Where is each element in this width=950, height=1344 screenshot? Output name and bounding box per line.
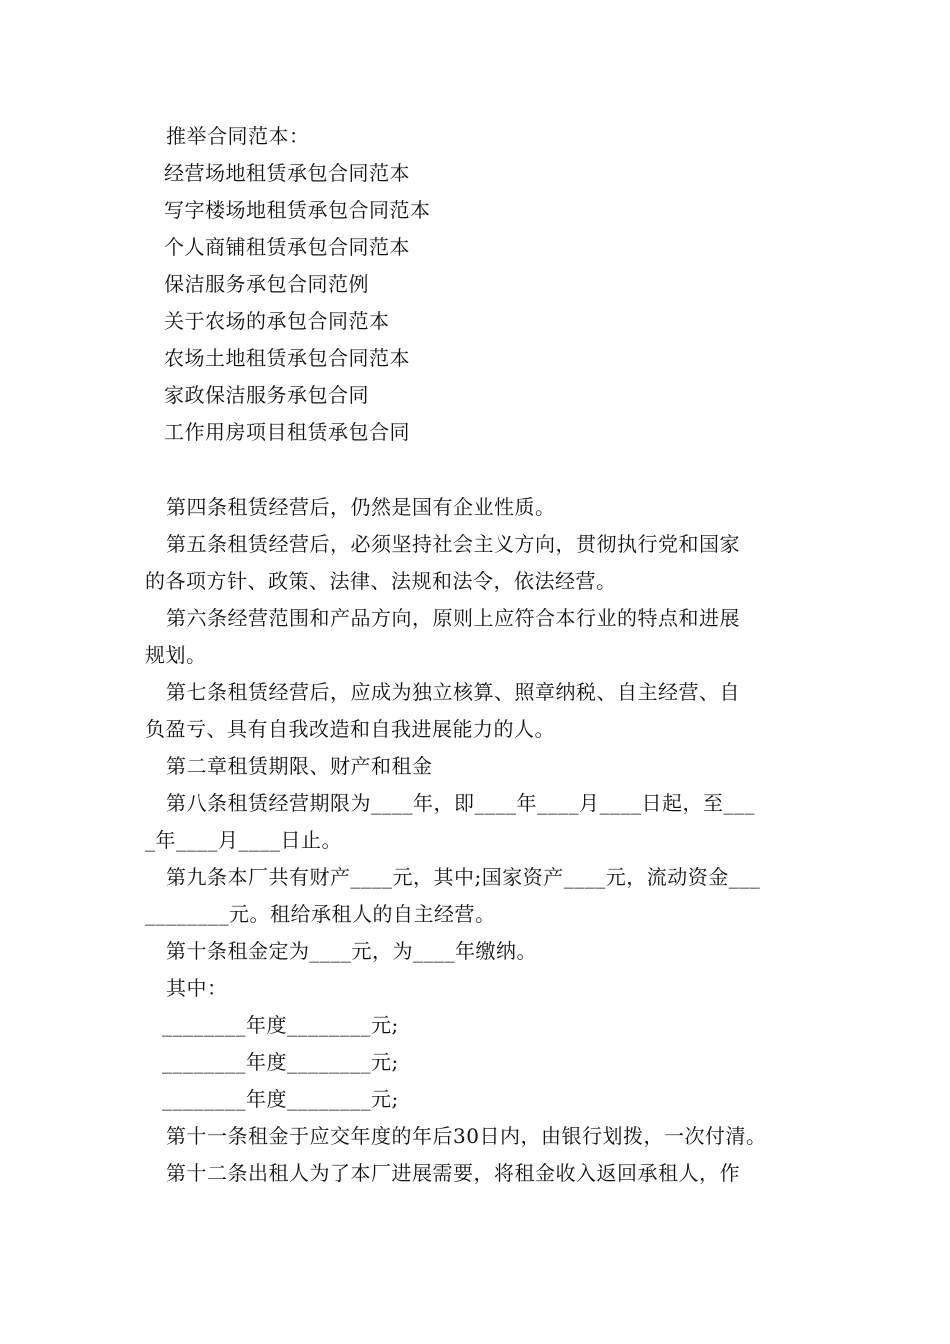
article-10-line: 第十条租金定为____元，为____年缴纳。 xyxy=(166,939,537,963)
article-7-line-2: 负盈亏、具有自我改造和自我进展能力的人。 xyxy=(145,717,555,741)
recommend-link-3[interactable]: 个人商铺租赁承包合同范本 xyxy=(164,235,410,259)
recommend-link-2[interactable]: 写字楼场地租赁承包合同范本 xyxy=(164,198,431,222)
article-5-line-2: 的各项方针、政策、法律、法规和法令，依法经营。 xyxy=(145,569,617,593)
article-5-line-1: 第五条租赁经营后，必须坚持社会主义方向，贯彻执行党和国家 xyxy=(166,532,740,556)
rent-year-line-2: ________年度________元; xyxy=(162,1050,399,1074)
article-8-line-1: 第八条租赁经营期限为____年，即____年____月____日起，至___ xyxy=(166,791,755,815)
article-12-line-1: 第十二条出租人为了本厂进展需要，将租金收入返回承租人，作 xyxy=(166,1161,740,1185)
article-7-line-1: 第七条租赁经营后，应成为独立核算、照章纳税、自主经营、自 xyxy=(166,680,740,704)
article-4-line: 第四条租赁经营后，仍然是国有企业性质。 xyxy=(166,495,556,519)
recommend-heading: 推举合同范本： xyxy=(166,124,310,148)
recommend-link-6[interactable]: 农场土地租赁承包合同范本 xyxy=(164,346,410,370)
article-9-line-2: ________元。租给承租人的自主经营。 xyxy=(145,902,496,926)
article-6-line-1: 第六条经营范围和产品方向，原则上应符合本行业的特点和进展 xyxy=(166,606,740,630)
recommend-link-1[interactable]: 经营场地租赁承包合同范本 xyxy=(164,161,410,185)
article-6-line-2: 规划。 xyxy=(145,643,207,667)
article-9-line-1: 第九条本厂共有财产____元，其中;国家资产____元，流动资金___ xyxy=(166,865,761,889)
chapter-2-heading: 第二章租赁期限、财产和租金 xyxy=(166,754,433,778)
recommend-link-8[interactable]: 工作用房项目租赁承包合同 xyxy=(164,420,410,444)
recommend-link-7[interactable]: 家政保洁服务承包合同 xyxy=(164,383,369,407)
rent-breakdown-heading: 其中： xyxy=(166,976,228,1000)
rent-year-line-1: ________年度________元; xyxy=(162,1013,399,1037)
rent-year-line-3: ________年度________元; xyxy=(162,1087,399,1111)
article-11-line: 第十一条租金于应交年度的年后30日内，由银行划拨，一次付清。 xyxy=(166,1124,767,1148)
article-8-line-2: _年____月____日止。 xyxy=(145,828,342,852)
recommend-link-4[interactable]: 保洁服务承包合同范例 xyxy=(164,272,369,296)
recommend-link-5[interactable]: 关于农场的承包合同范本 xyxy=(164,309,390,333)
